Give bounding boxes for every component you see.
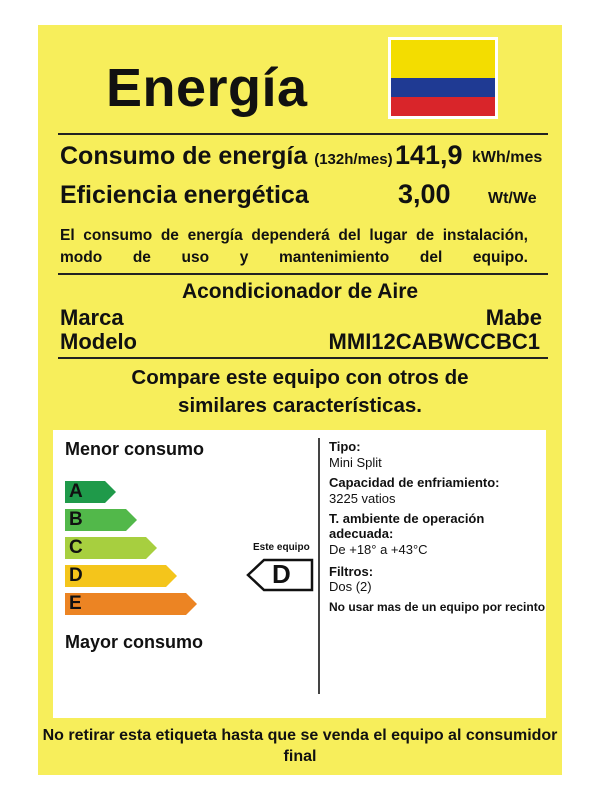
marca-value: Mabe [485, 305, 542, 330]
scale-bottom-label: Mayor consumo [65, 632, 204, 652]
divider [58, 133, 548, 135]
footer-note: No retirar esta etiqueta hasta que se venda el equipo al consumidor final [42, 727, 558, 765]
energy-label [38, 25, 562, 775]
pointer-label: Este equipo [253, 542, 310, 553]
usage-warning: No usar mas de un equipo por recinto [329, 600, 546, 614]
consumo-row [60, 142, 393, 171]
pointer-class: D [272, 559, 291, 589]
divider [58, 357, 548, 359]
eficiencia-unit: Wt/We [488, 190, 537, 207]
ambiente-heading-2: adecuada: [329, 526, 394, 541]
modelo-label: Modelo [60, 329, 137, 354]
eficiencia-value: 3,00 [398, 179, 451, 209]
consumo-label: Consumo de energía [60, 142, 308, 170]
tipo-heading: Tipo: [329, 439, 361, 454]
filtros-heading: Filtros: [329, 564, 374, 579]
modelo-value: MMI12CABWCCBC1 [328, 329, 540, 354]
capacidad-value: 3225 vatios [329, 491, 396, 506]
consumo-period: (132h/mes) [314, 151, 393, 168]
class-bar-b: B [65, 509, 137, 531]
eficiencia-label: Eficiencia energética [60, 181, 309, 209]
capacidad-heading: Capacidad de enfriamiento: [329, 475, 500, 490]
divider [58, 273, 548, 275]
consumption-note: El consumo de energía dependerá del lugar de instalación, modo de uso y mantenimiento del equipo. [60, 227, 528, 266]
marca-label: Marca [60, 305, 124, 330]
ambiente-heading-1: T. ambiente de operación [329, 511, 485, 526]
filtros-value: Dos (2) [329, 579, 372, 594]
tipo-value: Mini Split [329, 455, 382, 470]
class-bar-c: C [65, 537, 157, 559]
current-class-pointer [246, 558, 316, 592]
class-bar-d: D [65, 565, 177, 587]
scale-top-label: Menor consumo [65, 439, 205, 459]
colombia-flag-icon [388, 37, 498, 119]
class-bar-a: A [65, 481, 116, 503]
label-title: Energía [106, 58, 308, 118]
rating-panel [53, 430, 546, 718]
product-category: Acondicionador de Aire [181, 280, 419, 303]
consumo-unit: kWh/mes [472, 149, 543, 166]
panel-divider [318, 438, 320, 694]
ambiente-value: De +18° a +43°C [329, 542, 428, 557]
class-bar-e: E [65, 593, 197, 615]
compare-text: Compare este equipo con otros de similares características. [131, 366, 469, 417]
consumo-value: 141,9 [395, 140, 463, 170]
